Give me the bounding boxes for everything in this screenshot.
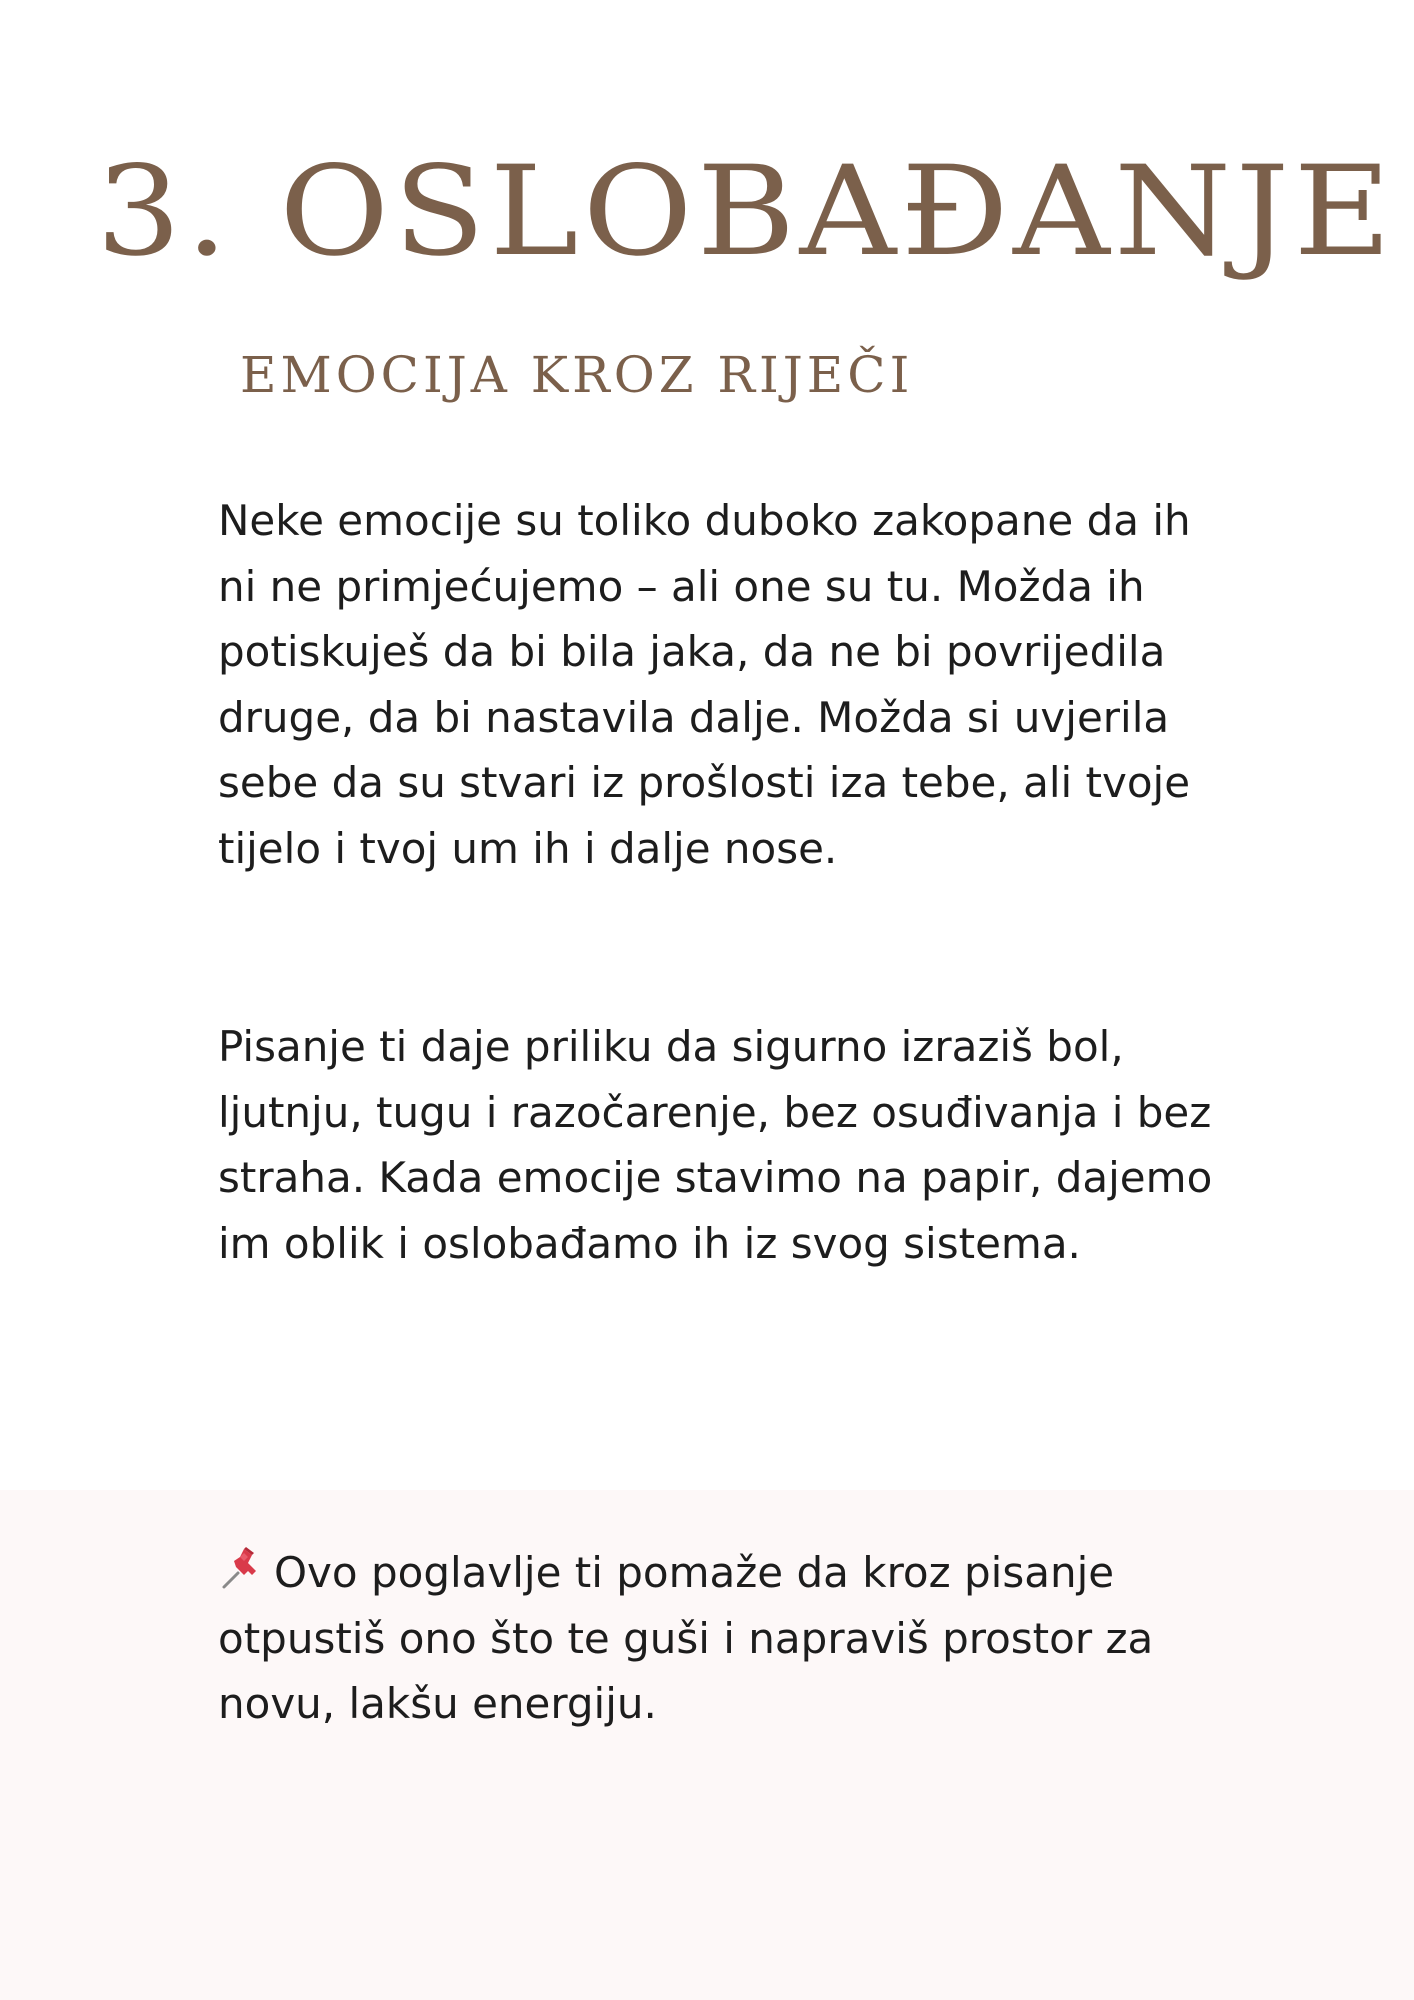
- note-callout: [218, 1540, 1218, 1737]
- pushpin-icon: [218, 1545, 266, 1593]
- note-text: Ovo poglavlje ti pomaže da kroz pisanje otpustiš ono što te guši i napraviš prostor za novu, lakšu energiju.: [218, 1548, 1154, 1728]
- chapter-title: 3. OSLOBAĐANJE: [96, 140, 1396, 284]
- body-paragraph: Pisanje ti daje priliku da sigurno izraziš bol, ljutnju, tugu i razočarenje, bez osuđivanja i bez straha. Kada emocije stavimo na papir, dajemo im oblik i oslobađamo ih iz svog sistema.: [218, 1022, 1213, 1268]
- chapter-subtitle: EMOCIJA KROZ RIJEČI: [240, 346, 914, 404]
- body-paragraph: Neke emocije su toliko duboko zakopane da ih ni ne primjećujemo – ali one su tu. Možda ih potiskuješ da bi bila jaka, da ne bi povrijedila druge, da bi nastavila dalje. Možda si uvjerila sebe da su stvari iz prošlosti iza tebe, ali tvoje tijelo i tvoj um ih i dalje nose.: [218, 496, 1191, 873]
